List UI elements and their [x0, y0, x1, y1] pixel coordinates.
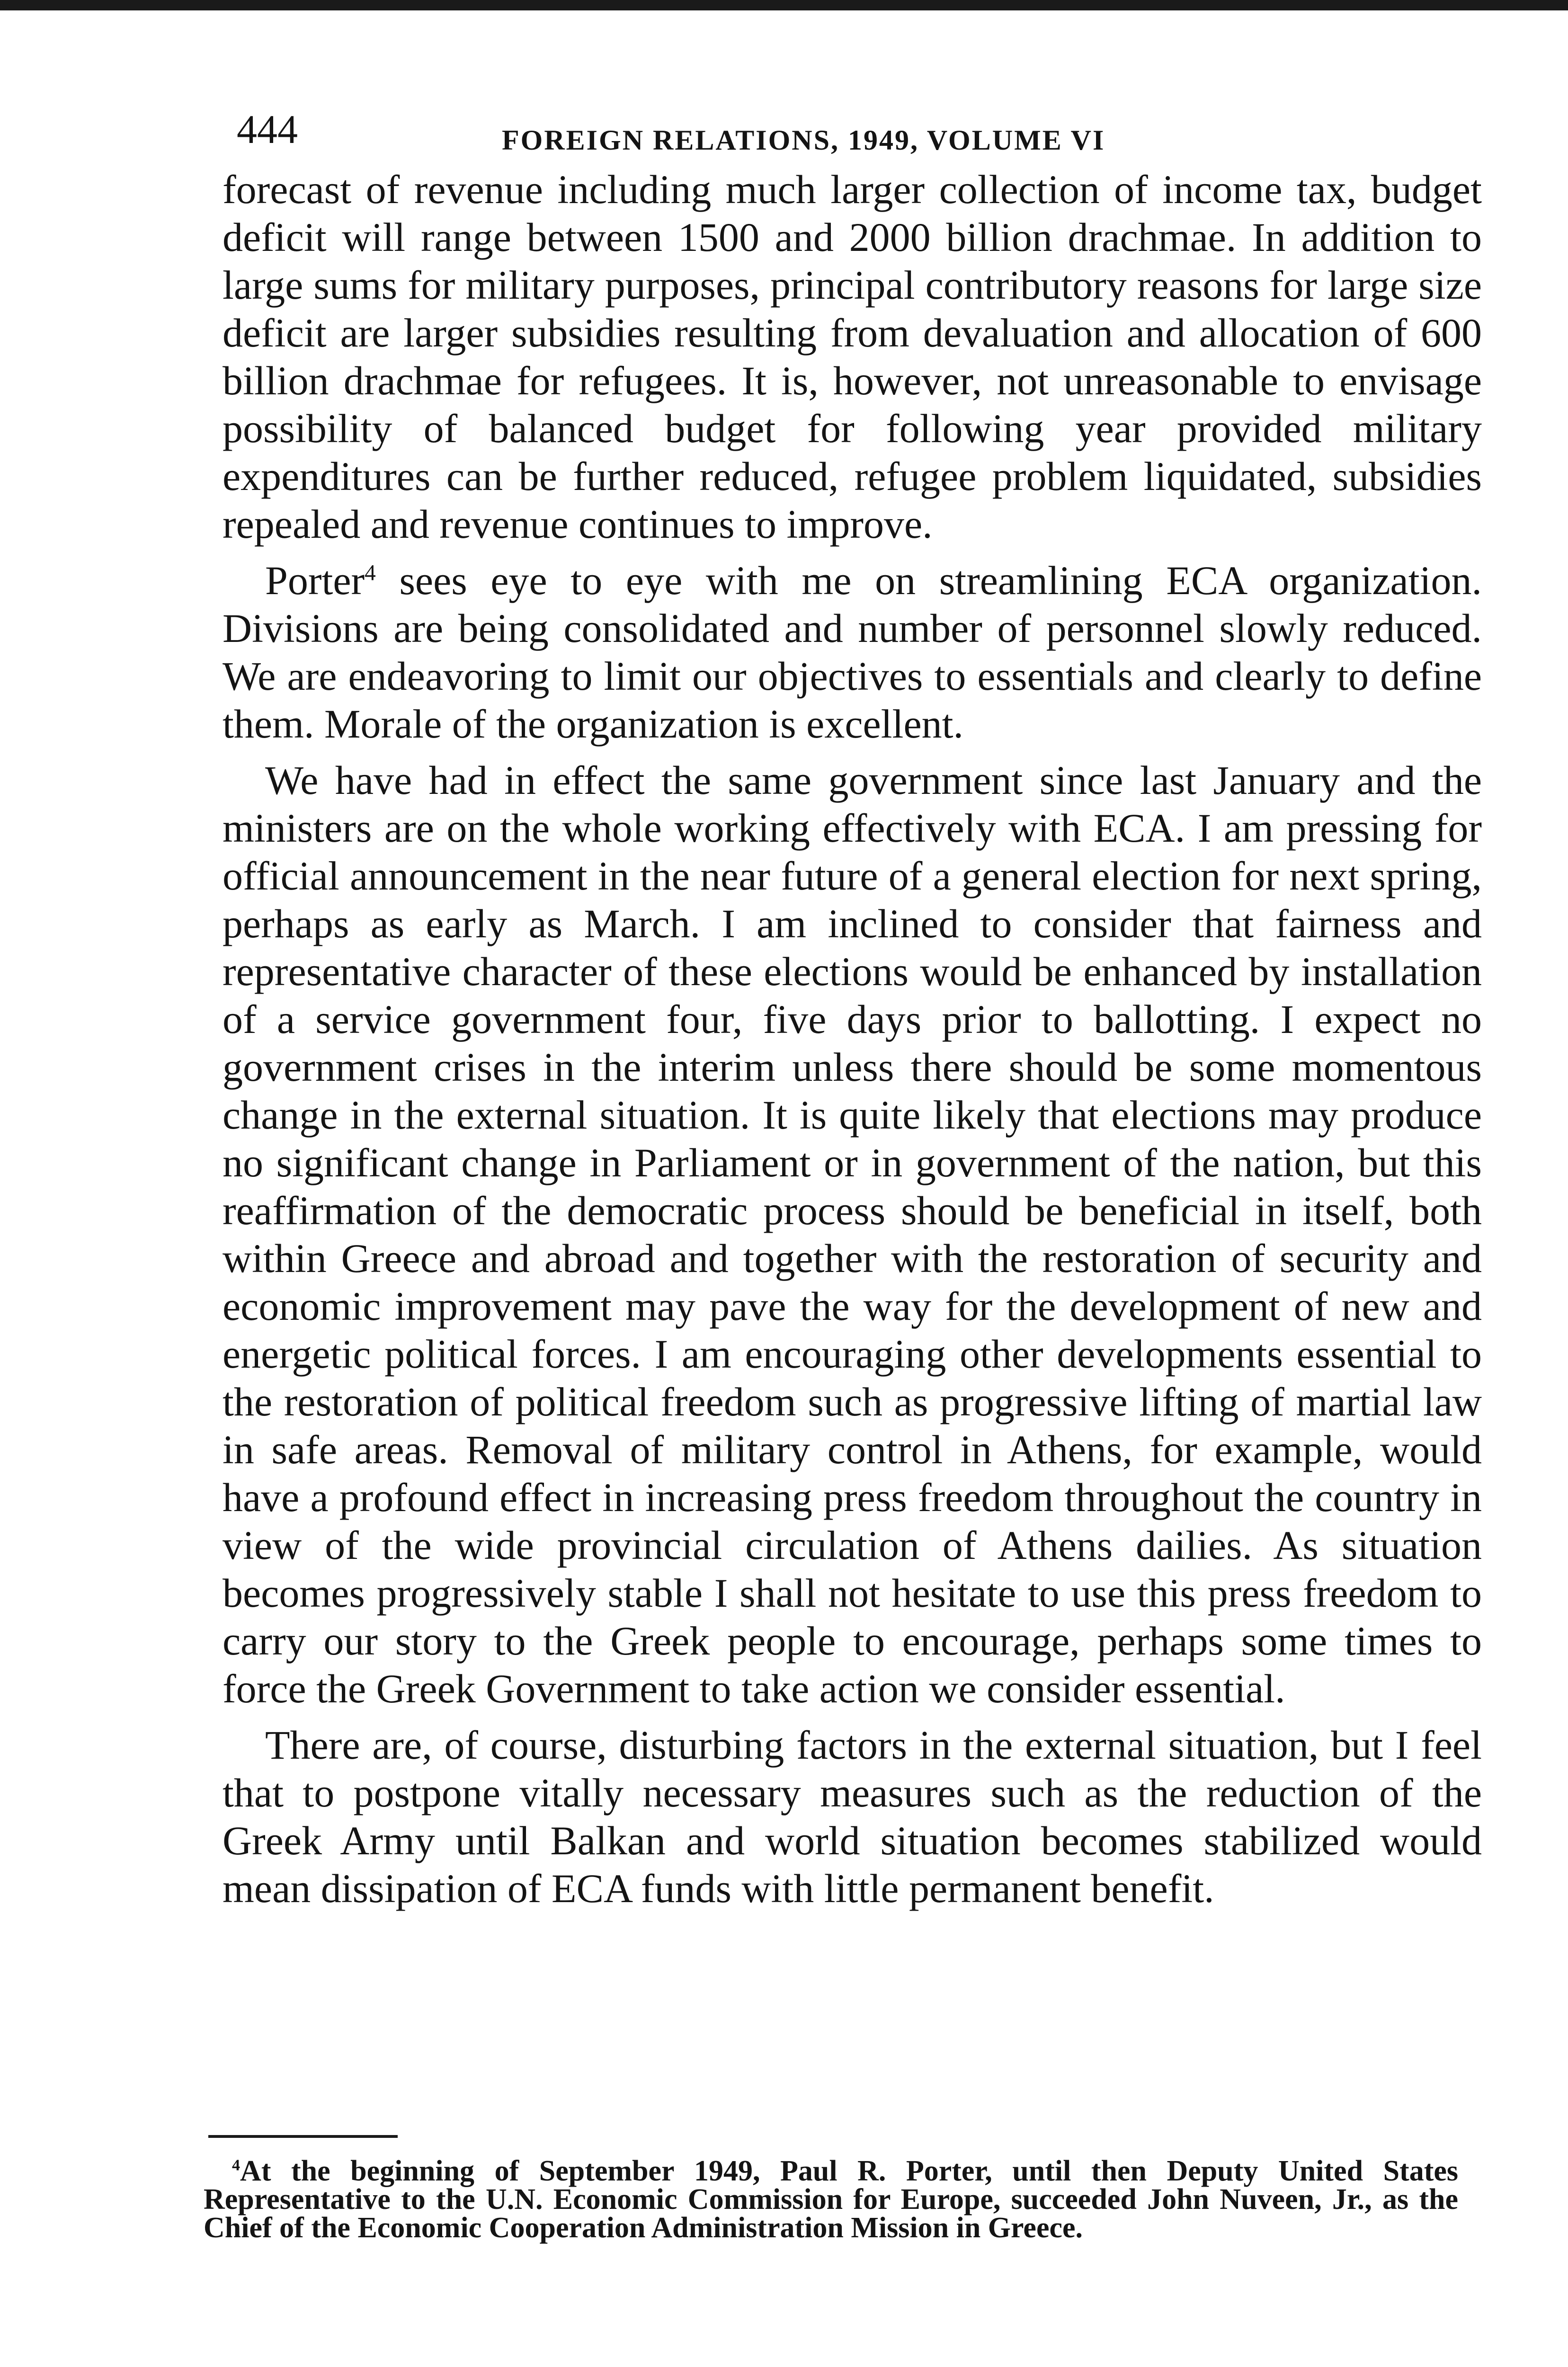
running-title: FOREIGN RELATIONS, 1949, VOLUME VI [502, 125, 1105, 156]
paragraph-2-lead: Porter [265, 558, 365, 603]
footnote-reference: 4 [365, 561, 376, 586]
footnote-marker: 4 [232, 2156, 241, 2174]
running-head [204, 80, 1482, 156]
paragraph-2-rest: sees eye to eye with me on streamlining ECA organization. Divisions are being consolidated and number of personnel slowly reduced. We are endeavoring to limit our objectives to essentials and clearly to define them. Morale of the organization is excellent. [223, 558, 1482, 747]
footnote [204, 2157, 1458, 2242]
footnote-area [204, 2135, 1458, 2271]
body-text [204, 166, 1482, 1913]
footnote-text: At the beginning of September 1949, Paul R. Porter, until then Deputy United States Representative to the U.N. Economic Commission for Europe, succeeded John Nuveen, Jr., as the Chief of the Economic Cooperation Administration Mission in Greece. [204, 2155, 1458, 2244]
paragraph-4: There are, of course, disturbing factors in the external situation, but I feel that to postpone vitally necessary measures such as the reduction of the Greek Army until Balkan and world situation becomes stabilized would mean dissipation of ECA funds with little permanent benefit. [223, 1722, 1482, 1911]
paragraph-1: forecast of revenue including much larger collection of income tax, budget deficit will range between 1500 and 2000 billion drachmae. In addition to large sums for military purposes, principal contributory reasons for large size deficit are larger subsidies resulting from devaluation and allocation of 600 billion drachmae for refugees. It is, however, not unreasonable to envisage possibility of balanced budget for following year provided military expenditures can be further reduced, refugee problem liquidated, subsidies repealed and revenue continues to improve. [223, 167, 1482, 547]
top-edge-rule [0, 0, 1568, 10]
paragraph-2 [223, 557, 1482, 748]
footnote-divider [208, 2135, 398, 2138]
document-page [204, 80, 1482, 1913]
page-number: 444 [237, 107, 298, 152]
paragraph-3: We have had in effect the same government since last January and the ministers are on the whole working effectively with ECA. I am pressing for official announcement in the near future of a general election for next spring, perhaps as early as March. I am inclined to consider that fairness and representative character of these elections would be enhanced by installation of a service government four, five days prior to ballotting. I expect no government crises in the interim unless there should be some momentous change in the external situation. It is quite likely that elections may produce no significant change in Parliament or in government of the nation, but this reaffirmation of the democratic process should be beneficial in itself, both within Greece and abroad and together with the restoration of security and economic improvement may pave the way for the development of new and energetic political forces. I am encouraging other developments essential to the restoration of political freedom such as progressive lifting of martial law in safe areas. Removal of military control in Athens, for example, would have a profound effect in increasing press freedom throughout the country in view of the wide provincial circulation of Athens dailies. As situation becomes progressively stable I shall not hesitate to use this press freedom to carry our story to the Greek people to encourage, perhaps some times to force the Greek Government to take action we consider essential. [223, 757, 1482, 1711]
